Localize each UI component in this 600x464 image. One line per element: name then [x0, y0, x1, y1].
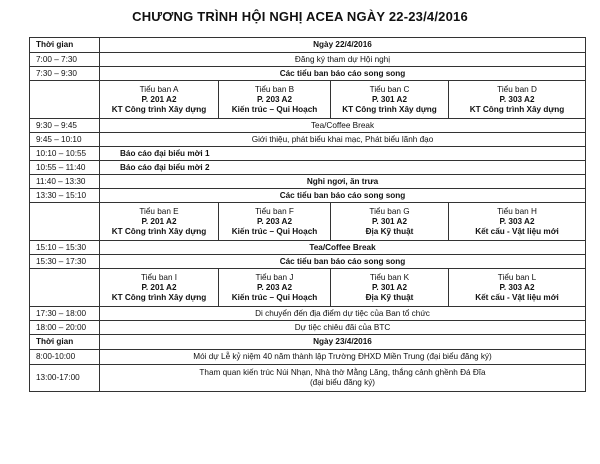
session-label: Tiểu ban D [497, 84, 537, 94]
session-room: P. 301 A2 [371, 282, 408, 292]
time-header: Thời gian [30, 335, 100, 350]
row-time-empty [30, 203, 100, 241]
session-topic: KT Công trình Xây dựng [111, 104, 207, 114]
document-title: CHƯƠNG TRÌNH HỘI NGHỊ ACEA NGÀY 22-23/4/2016 [132, 9, 468, 24]
row-activity: Các tiểu ban báo cáo song song [100, 255, 586, 269]
schedule-table [29, 37, 586, 392]
session-label: Tiểu ban E [139, 206, 179, 216]
session-cell [449, 203, 586, 241]
row-activity: Nghỉ ngơi, ăn trưa [100, 175, 586, 189]
row-activity: Di chuyển đến địa điểm dự tiệc của Ban tổ chức [100, 307, 586, 321]
row-activity: Giới thiệu, phát biểu khai mạc, Phát biểu lãnh đạo [100, 133, 586, 147]
session-topic: Kiến trúc – Qui Hoạch [231, 226, 318, 236]
session-label: Tiểu ban J [255, 272, 294, 282]
row-time: 9:30 – 9:45 [30, 119, 100, 133]
row-activity: Báo cáo đại biểu mời 2 [100, 161, 586, 175]
session-cell [331, 203, 449, 241]
session-label: Tiểu ban H [497, 206, 537, 216]
session-topic: Địa Kỹ thuật [365, 226, 414, 236]
table-row [30, 241, 586, 255]
session-topic: Kiến trúc – Qui Hoạch [231, 292, 318, 302]
session-room: P. 203 A2 [256, 216, 293, 226]
session-cell [449, 81, 586, 119]
session-room: P. 303 A2 [499, 216, 535, 226]
session-topic: KT Công trình Xây dựng [342, 104, 437, 114]
table-row [30, 147, 586, 161]
session-cell [100, 203, 219, 241]
row-activity: Tea/Coffee Break [100, 119, 586, 133]
table-row [30, 350, 586, 365]
day1-header: Ngày 22/4/2016 [100, 38, 586, 53]
session-room: P. 201 A2 [141, 94, 177, 104]
table-row [30, 365, 586, 392]
table-header-row [30, 38, 586, 53]
session-label: Tiểu ban F [255, 206, 294, 216]
session-row [30, 203, 586, 241]
session-cell [219, 269, 331, 307]
row-time: 17:30 – 18:00 [30, 307, 100, 321]
row-time: 15:10 – 15:30 [30, 241, 100, 255]
session-room: P. 303 A2 [499, 94, 535, 104]
table-header-row [30, 335, 586, 350]
session-label: Tiểu ban A [139, 84, 179, 94]
session-room: P. 203 A2 [256, 282, 293, 292]
row-activity: Dự tiệc chiêu đãi của BTC [100, 321, 586, 335]
row-time: 8:00-10:00 [30, 350, 100, 365]
session-room: P. 203 A2 [256, 94, 293, 104]
time-header: Thời gian [30, 38, 100, 53]
row-time: 7:30 – 9:30 [30, 67, 100, 81]
session-cell [449, 269, 586, 307]
session-label: Tiểu ban B [254, 84, 295, 94]
row-time: 13:30 – 15:10 [30, 189, 100, 203]
row-activity: Mói dự Lễ kỷ niệm 40 năm thành lập Trường ĐHXD Miền Trung (đại biểu đăng ký) [100, 350, 586, 365]
session-topic: KT Công trình Xây dựng [469, 104, 565, 114]
table-row [30, 161, 586, 175]
row-time: 7:00 – 7:30 [30, 53, 100, 67]
session-room: P. 201 A2 [141, 216, 177, 226]
session-topic: KT Công trình Xây dựng [111, 226, 207, 236]
table-row [30, 255, 586, 269]
row-time-empty [30, 269, 100, 307]
session-cell [100, 269, 219, 307]
session-label: Tiểu ban L [497, 272, 537, 282]
session-cell [331, 81, 449, 119]
row-time: 15:30 – 17:30 [30, 255, 100, 269]
session-topic: KT Công trình Xây dựng [111, 292, 207, 302]
session-row [30, 81, 586, 119]
table-row [30, 133, 586, 147]
session-topic: Kiến trúc – Qui Hoạch [231, 104, 318, 114]
session-cell [219, 81, 331, 119]
row-time: 10:55 – 11:40 [30, 161, 100, 175]
table-row [30, 321, 586, 335]
row-time: 10:10 – 10:55 [30, 147, 100, 161]
table-row [30, 53, 586, 67]
table-row [30, 119, 586, 133]
session-row [30, 269, 586, 307]
day2-header: Ngày 23/4/2016 [100, 335, 586, 350]
table-row [30, 67, 586, 81]
session-label: Tiểu ban G [369, 206, 410, 216]
table-row [30, 175, 586, 189]
row-activity-note: (đại biểu đăng ký) [309, 378, 376, 387]
row-activity: Báo cáo đại biểu mời 1 [100, 147, 586, 161]
row-activity: Đăng ký tham dự Hội nghị [100, 53, 586, 67]
session-room: P. 201 A2 [141, 282, 177, 292]
row-activity: Các tiểu ban báo cáo song song [100, 189, 586, 203]
session-cell [331, 269, 449, 307]
session-cell [219, 203, 331, 241]
table-row [30, 307, 586, 321]
row-time-empty [30, 81, 100, 119]
session-label: Tiểu ban I [140, 272, 178, 282]
session-room: P. 301 A2 [371, 94, 408, 104]
row-time: 11:40 – 13:30 [30, 175, 100, 189]
session-topic: Kết cấu - Vật liệu mới [475, 292, 559, 302]
session-room: P. 301 A2 [371, 216, 408, 226]
session-topic: Kết cấu - Vật liệu mới [475, 226, 559, 236]
session-cell [100, 81, 219, 119]
row-activity [100, 365, 586, 392]
session-label: Tiểu ban C [369, 84, 410, 94]
session-label: Tiểu ban K [369, 272, 410, 282]
session-room: P. 303 A2 [499, 282, 535, 292]
session-topic: Địa Kỹ thuật [365, 292, 414, 302]
row-activity: Tea/Coffee Break [100, 241, 586, 255]
table-row [30, 189, 586, 203]
row-activity-line: Tham quan kiến trúc Núi Nhạn, Nhà thờ Mằng Lăng, thắng cảnh ghềnh Đá Đĩa [199, 368, 486, 377]
row-activity: Các tiểu ban báo cáo song song [100, 67, 586, 81]
row-time: 18:00 – 20:00 [30, 321, 100, 335]
row-time: 13:00-17:00 [30, 365, 100, 392]
row-time: 9:45 – 10:10 [30, 133, 100, 147]
